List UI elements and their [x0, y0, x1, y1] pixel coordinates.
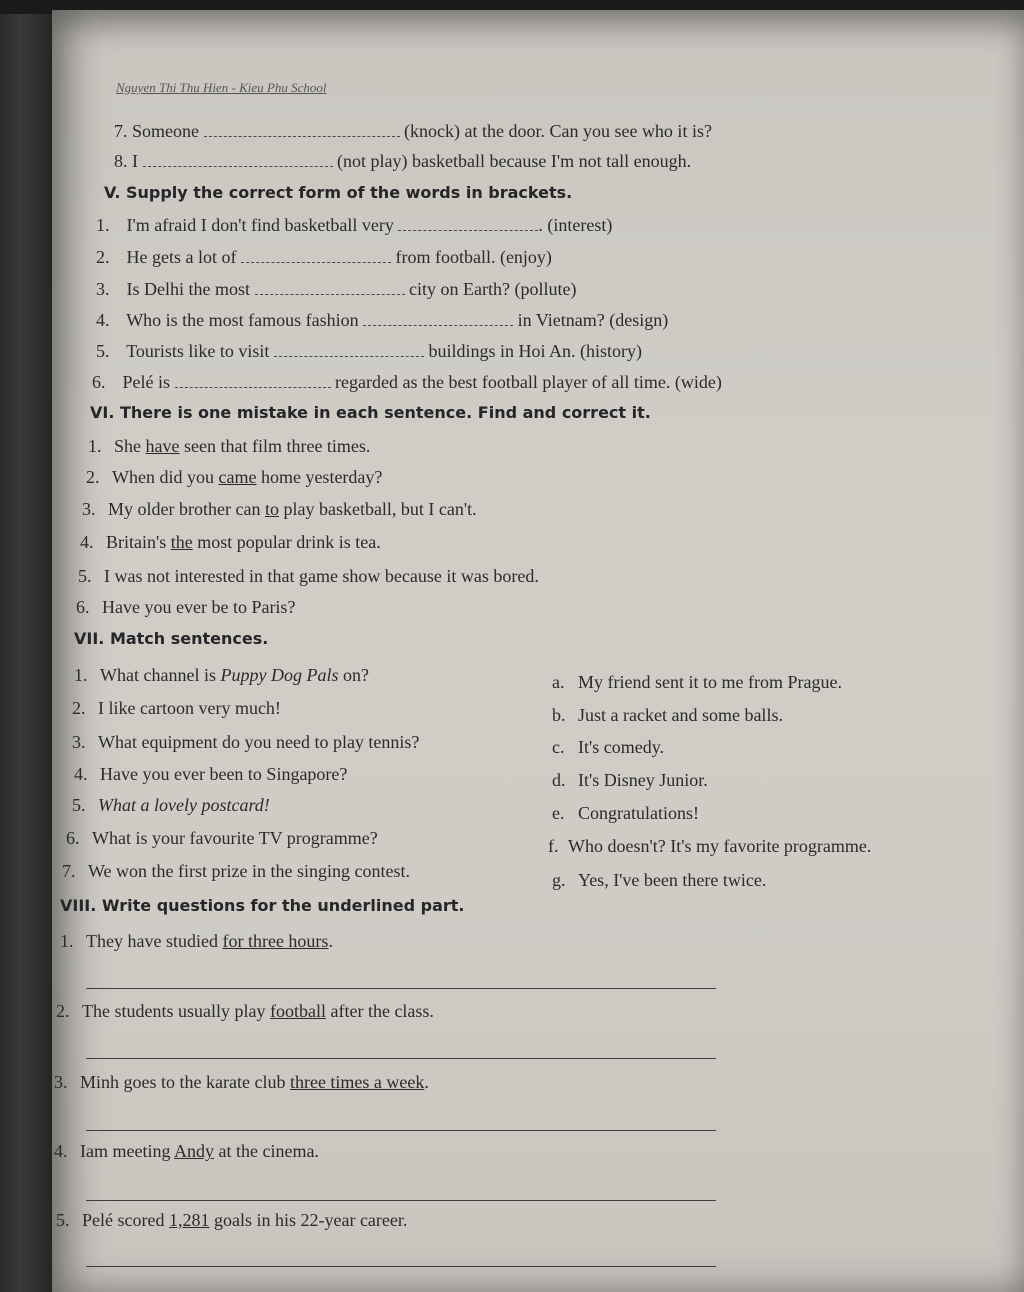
item-text: at the cinema. — [213, 1141, 319, 1161]
match-left-5 — [72, 794, 270, 816]
item-text: . — [328, 931, 333, 951]
item-number: 7. — [62, 861, 76, 881]
underlined-part: 1,281 — [168, 1210, 210, 1230]
match-right-g — [552, 870, 766, 891]
item-text: Iam meeting — [80, 1141, 174, 1161]
answer-blank[interactable] — [204, 120, 400, 137]
item-number: 1. — [88, 436, 102, 456]
answer-line-4[interactable] — [86, 1200, 716, 1201]
item-letter: d. — [552, 770, 566, 790]
underlined-word: came — [218, 467, 257, 487]
underlined-word: have — [145, 436, 180, 456]
underlined-part: Andy — [173, 1141, 214, 1161]
answer-line-3[interactable] — [86, 1130, 716, 1131]
item-number: 8. — [114, 151, 128, 171]
answer-blank[interactable] — [143, 150, 333, 167]
underlined-part: football — [269, 1001, 326, 1021]
part-v-item-2 — [96, 246, 552, 268]
item-text: home yesterday? — [256, 467, 383, 487]
item-text: What a lovely postcard! — [98, 795, 270, 815]
item-text-after: (knock) at the door. Can you see who it is? — [404, 121, 712, 141]
match-right-f — [548, 836, 871, 857]
part-v-item-6 — [92, 371, 722, 393]
item-number: 1. — [60, 931, 74, 951]
match-left-6 — [66, 827, 378, 849]
part-viii-item-2 — [56, 1000, 434, 1022]
item-text: Pelé scored — [82, 1210, 169, 1230]
item-text: Congratulations! — [578, 803, 699, 823]
part-vi-item-2 — [86, 466, 382, 488]
answer-blank[interactable] — [175, 371, 331, 388]
item-text: I was not interested in that game show because it was bored. — [104, 566, 539, 586]
item-number: 6. — [76, 597, 90, 617]
part-v-item-1 — [96, 214, 612, 236]
item-number: 7. — [114, 121, 128, 141]
item-text-before: Is Delhi the most — [126, 279, 250, 299]
part-viii-item-3 — [54, 1071, 429, 1093]
part-v-item-4 — [96, 309, 668, 331]
part-iv-item-8 — [114, 150, 691, 172]
item-text: What channel is — [100, 665, 221, 685]
item-number: 6. — [92, 372, 106, 392]
item-text-before: I'm afraid I don't find basketball very — [126, 215, 394, 235]
item-text: They have studied — [86, 931, 223, 951]
match-right-e — [552, 803, 699, 824]
part-viii-item-5 — [56, 1209, 407, 1231]
underlined-word: the — [170, 532, 193, 552]
answer-line-1[interactable] — [86, 988, 716, 989]
answer-blank[interactable] — [255, 278, 405, 295]
match-left-1 — [74, 664, 369, 686]
part-vi-item-6 — [76, 596, 295, 618]
part-viii-item-4 — [54, 1140, 319, 1162]
item-text-before: Someone — [132, 121, 199, 141]
item-number: 2. — [56, 1001, 70, 1021]
item-text-after: . (interest) — [538, 215, 613, 235]
answer-blank[interactable] — [241, 246, 391, 263]
match-left-3 — [72, 731, 419, 753]
item-text: She — [114, 436, 146, 456]
item-text: goals in his 22-year career. — [209, 1210, 408, 1230]
match-right-a — [552, 672, 842, 693]
item-number: 5. — [96, 341, 110, 361]
item-number: 5. — [78, 566, 92, 586]
italic-title: Puppy Dog Pals — [220, 665, 339, 685]
answer-blank[interactable] — [274, 340, 424, 357]
answer-blank[interactable] — [363, 309, 513, 326]
item-text: Have you ever been to Singapore? — [100, 764, 348, 784]
item-number: 3. — [82, 499, 96, 519]
item-text: My older brother can — [108, 499, 265, 519]
item-number: 6. — [66, 828, 80, 848]
item-text: When did you — [112, 467, 219, 487]
item-text-after: city on Earth? (pollute) — [409, 279, 577, 299]
underlined-part: three times a week — [289, 1072, 425, 1092]
part-v-item-3 — [96, 278, 576, 300]
answer-line-5[interactable] — [86, 1266, 716, 1267]
item-number: 3. — [72, 732, 86, 752]
answer-blank[interactable] — [398, 214, 538, 231]
item-text: I like cartoon very much! — [98, 698, 281, 718]
item-text: Who doesn't? It's my favorite programme. — [568, 836, 872, 856]
item-text-before: I — [132, 151, 138, 171]
item-number: 1. — [96, 215, 110, 235]
underlined-part: for three hours — [222, 931, 329, 951]
item-text: What is your favourite TV programme? — [92, 828, 378, 848]
item-text: Have you ever be to Paris? — [102, 597, 296, 617]
item-text: It's Disney Junior. — [578, 770, 708, 790]
underlined-word: to — [264, 499, 279, 519]
answer-line-2[interactable] — [86, 1058, 716, 1059]
item-letter: f. — [548, 836, 559, 856]
part-viii-item-1 — [60, 930, 333, 952]
item-text: Just a racket and some balls. — [578, 705, 783, 725]
match-left-4 — [74, 763, 347, 785]
item-text-after: (not play) basketball because I'm not tall enough. — [337, 151, 692, 171]
item-number: 4. — [80, 532, 94, 552]
item-letter: a. — [552, 672, 565, 692]
section-v-title: V. Supply the correct form of the words in brackets. — [104, 183, 573, 202]
item-text-before: Tourists like to visit — [126, 341, 270, 361]
item-text-after: regarded as the best football player of all time. (wide) — [335, 372, 722, 392]
header-school-note: Nguyen Thi Thu Hien - Kieu Phu School — [116, 80, 327, 95]
item-text: Yes, I've been there twice. — [578, 870, 767, 890]
item-text: . — [424, 1072, 429, 1092]
item-text-before: Who is the most famous fashion — [126, 310, 359, 330]
match-right-c — [552, 737, 664, 758]
item-number: 2. — [72, 698, 86, 718]
item-text-after: in Vietnam? (design) — [517, 310, 669, 330]
item-text: after the class. — [325, 1001, 434, 1021]
section-vi-title: VI. There is one mistake in each sentence. Find and correct it. — [90, 403, 651, 422]
item-text: most popular drink is tea. — [192, 532, 381, 552]
match-left-7 — [62, 860, 410, 882]
item-letter: b. — [552, 705, 566, 725]
item-text: It's comedy. — [578, 737, 665, 757]
item-text-before: Pelé is — [122, 372, 170, 392]
item-number: 3. — [54, 1072, 68, 1092]
item-text: What equipment do you need to play tennis? — [98, 732, 420, 752]
item-number: 4. — [74, 764, 88, 784]
item-number: 2. — [96, 247, 110, 267]
match-left-2 — [72, 697, 281, 719]
item-text: We won the first prize in the singing contest. — [88, 861, 410, 881]
item-text: play basketball, but I can't. — [278, 499, 477, 519]
section-vii-title: VII. Match sentences. — [74, 629, 269, 648]
item-text-after: buildings in Hoi An. (history) — [428, 341, 642, 361]
part-vi-item-3 — [82, 498, 477, 520]
item-text: Minh goes to the karate club — [80, 1072, 290, 1092]
item-letter: c. — [552, 737, 565, 757]
item-letter: e. — [552, 803, 565, 823]
item-number: 5. — [56, 1210, 70, 1230]
item-text: Britain's — [106, 532, 171, 552]
section-viii-title: VIII. Write questions for the underlined part. — [60, 896, 465, 915]
item-text-after: from football. (enjoy) — [395, 247, 552, 267]
item-number: 2. — [86, 467, 100, 487]
part-v-item-5 — [96, 340, 642, 362]
part-vi-item-4 — [80, 531, 381, 553]
item-text: My friend sent it to me from Prague. — [578, 672, 842, 692]
part-iv-item-7 — [114, 120, 712, 142]
item-text: The students usually play — [82, 1001, 270, 1021]
item-number: 3. — [96, 279, 110, 299]
item-number: 5. — [72, 795, 86, 815]
item-text: on? — [338, 665, 369, 685]
part-vi-item-1 — [88, 435, 370, 457]
match-right-b — [552, 705, 783, 726]
item-text: seen that film three times. — [179, 436, 371, 456]
item-text-before: He gets a lot of — [126, 247, 237, 267]
part-vi-item-5 — [78, 565, 539, 587]
item-number: 1. — [74, 665, 88, 685]
item-number: 4. — [96, 310, 110, 330]
item-letter: g. — [552, 870, 566, 890]
match-right-d — [552, 770, 708, 791]
item-number: 4. — [54, 1141, 68, 1161]
